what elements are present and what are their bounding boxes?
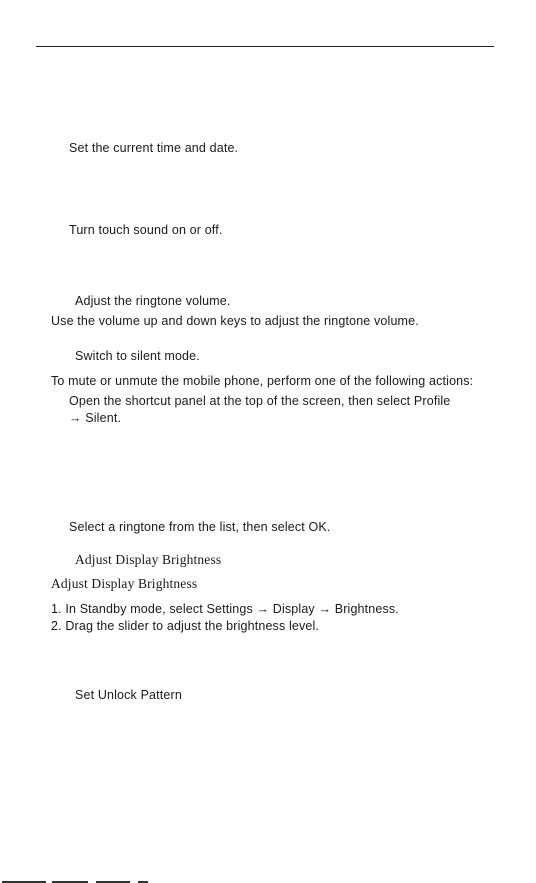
- brightness-step-2: 2. Drag the slider to adjust the brightness level.: [51, 619, 320, 633]
- ringtone-volume-heading: Adjust the ringtone volume.: [75, 294, 231, 308]
- brightness-subheading: Adjust Display Brightness: [51, 576, 198, 591]
- header-rule: [36, 46, 494, 47]
- ringtone-select-text: Select a ringtone from the list, then select OK.: [69, 520, 331, 534]
- silent-mode-step-1: Open the shortcut panel at the top of the screen, then select Profile: [69, 394, 451, 408]
- ringtone-volume-text: Use the volume up and down keys to adjust the ringtone volume.: [51, 314, 419, 328]
- brightness-step-1: 1. In Standby mode, select Settings → Display → Brightness.: [51, 602, 399, 616]
- unlock-pattern-heading: Set Unlock Pattern: [75, 688, 182, 702]
- brightness-heading: Adjust Display Brightness: [75, 552, 222, 567]
- silent-mode-text: To mute or unmute the mobile phone, perform one of the following actions:: [51, 374, 474, 388]
- set-time-text: Set the current time and date.: [69, 141, 239, 155]
- touch-sound-text: Turn touch sound on or off.: [69, 223, 223, 237]
- silent-mode-heading: Switch to silent mode.: [75, 349, 200, 363]
- silent-mode-step-2: → Silent.: [69, 411, 122, 425]
